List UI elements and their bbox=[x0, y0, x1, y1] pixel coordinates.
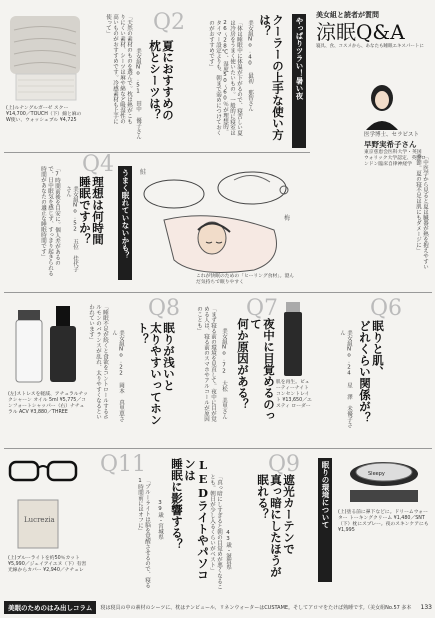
pillow-photo bbox=[6, 12, 84, 104]
cosmetic-jar-photo bbox=[14, 496, 72, 552]
footer-bar bbox=[4, 600, 432, 614]
q7-answer: 「まず寝る前の環境を見直して。夜中に目が覚める人は、寝る前のスマホやアルコールが原因のことも」 bbox=[196, 306, 216, 422]
q11-title: LEDライトやパソコンは 睡眠に影響する？ bbox=[170, 458, 210, 581]
healing-food-illustration bbox=[134, 160, 304, 278]
footer-text: 寝は寝具の中の素材のシーツに、枕はテンピュール、リネンウォーターはCUSTAME。そしてアロマをたけば熟睡です。（美女組No.57 多本 bbox=[100, 604, 412, 611]
glasses-caption: (上)ブルーライトを約50％カット ¥5,990／ジェイアイエヌ（下）有害光線からカバー ¥2,940／ナチュレ bbox=[8, 556, 87, 573]
q4-meta: 美女組No.52 五位 佳代子さん bbox=[65, 186, 78, 272]
balm-tins-photo bbox=[340, 456, 428, 506]
q9-title: 遮光カーテンで 真っ暗にしたほうが 眠れる？ bbox=[256, 474, 296, 578]
serum-spray-photo bbox=[280, 300, 308, 380]
divider-row2 bbox=[4, 292, 432, 293]
q6-title: 眠りと肌、 どれくらい関係が？ bbox=[358, 320, 385, 424]
q8-number: Q8 bbox=[148, 296, 181, 321]
q2-title: 夏におすすめの 枕とシーツは？ bbox=[148, 40, 175, 121]
q8-title: 眠りが浅いと 太りやすいってホント？ bbox=[136, 322, 176, 426]
expert-portrait bbox=[362, 82, 402, 130]
expert-bio: 東京慈恵会医科大学・英国ウォリック大学認定、英国ロンドン臨床自律神経学 bbox=[364, 150, 426, 167]
q1-meta: 美女組No.40 最初 那智さん bbox=[247, 20, 253, 112]
q4-number: Q4 bbox=[82, 152, 115, 177]
q7-number: Q7 bbox=[246, 296, 279, 321]
q4-answer: 「7時間前後を目安に。個人差があるので、日中眠気を感じず、すっきり起きられる時間があなたの適正な睡眠時間です」 bbox=[40, 166, 60, 276]
svg-text:鮭: 鮭 bbox=[140, 169, 147, 176]
divider-row1 bbox=[4, 152, 310, 153]
footer-column-label: 美眠のためのはみ出しコラム bbox=[4, 601, 96, 614]
svg-text:梅: 梅 bbox=[284, 215, 291, 222]
q7-meta: 美女組No.72 大松 美里さん bbox=[221, 328, 227, 420]
illustration-caption: これが快眠のための「ヒーリング食材」。澄んだ気持ちで眠りやすく bbox=[196, 274, 295, 285]
q6-number: Q6 bbox=[370, 296, 403, 321]
q2-number: Q2 bbox=[153, 10, 186, 35]
header-subtitle: 寝具、食、コスメから、あなたも睡眠エキスパートに bbox=[316, 44, 424, 49]
q1-answer: 「体は睡眠中に体温が下がるので、寝苦しい夏は冷房をうまく使いたいもの。一般的に寝室は26〜28℃、湿度50〜60％が理想的。タイマー設定よりも、朝まで弱めにつけておくのがおすすめです」 bbox=[208, 20, 242, 136]
divider-row3 bbox=[4, 448, 432, 449]
section-tag-environment: 眠りの環境について bbox=[318, 458, 332, 582]
section-tag-hot-nights: やっぱりツラい！暑い夜 bbox=[292, 14, 306, 148]
page-number: 133 bbox=[420, 603, 432, 611]
header-kicker: 美女組と読者が質問 bbox=[316, 11, 379, 19]
q2-answer: 「天然の素材のものを選んで。枕は熱がこもりにくい素材、シーツは麻や綿など吸湿性の高いものがおすすめです。冷感素材も上手に使って」 bbox=[105, 14, 132, 124]
q9-meta: 43歳・滋賀県 bbox=[225, 530, 231, 570]
q1-title: クーラーの上手な使い方は？ bbox=[258, 14, 285, 141]
q11-meta: 39歳・宮城県 bbox=[157, 500, 163, 540]
bottles-caption: (左)ストレスを軽減、アチュラルチックシャーン オイル 5ml ¥5,775／コンフォートシャッパー（右）ナチュラル ACV ¥3,880／THREE bbox=[8, 392, 88, 415]
q6-meta: 美女組No.24 星 澤 未優子さん bbox=[339, 330, 352, 428]
glasses-photo bbox=[6, 452, 82, 492]
balm-caption: (上)塗る前に鼻下などに。ドリームウォーター トーキングクリーム ¥1,480／SNT（下）枕にスプレー。夜のスキンケアにも ¥1,995 bbox=[338, 510, 429, 533]
q4-title: 理想は何時間 睡眠ですか？ bbox=[78, 176, 105, 245]
svg-text:Sleepy: Sleepy bbox=[368, 471, 385, 477]
q8-meta: 美女組No.22 岡本 真里恵さん bbox=[111, 330, 124, 422]
q2-meta: 美女組No.51 田中 優子さん bbox=[135, 48, 141, 140]
q9-number: Q9 bbox=[268, 452, 301, 477]
q9-answer: 「真っ暗にしすぎると朝の目覚めが悪くなることも。朝日が少し入るくらいがベスト」 bbox=[209, 474, 222, 590]
q8-answer: 「睡眠不足が続くと食欲をコントロールするホルモンのバランスが乱れ、太りやすくなるといわれています」 bbox=[88, 304, 108, 420]
section-tag-sleep-quality: うまく眠れていないかも？ bbox=[118, 166, 132, 280]
serum-bottles-photo bbox=[8, 300, 84, 390]
page-title: 涼眠Q&A bbox=[316, 20, 405, 44]
q7-title: 夜中に目覚めるのって 何か原因がある？ bbox=[236, 318, 276, 422]
expert-name: 早野実希子さん bbox=[364, 140, 417, 149]
spray-caption: 肌を再生。ビューティーナイト コンセントレイト ¥13,650／エスティ ローダー bbox=[276, 380, 312, 409]
svg-text:Lucrezia: Lucrezia bbox=[24, 516, 55, 524]
pillow-caption: (上)ルナングルガーゼ スクー ¥14,700／TOUCH（下）綿と麻のW使い、ウォッシュブル ¥4,725 bbox=[6, 106, 82, 123]
q11-answer: 「ブルーライトは脳を覚醒させるので、寝る1時間前にはオフに」 bbox=[137, 478, 150, 588]
header bbox=[316, 10, 432, 68]
q6-intro: 「中医学から見ると夏は臓器が熱を抱えやすい季節。夏の寝不足は肌にもダメージに」 bbox=[415, 154, 428, 270]
expert-role: 医学博士、セラピスト bbox=[364, 132, 420, 138]
q11-number: Q11 bbox=[100, 452, 147, 477]
